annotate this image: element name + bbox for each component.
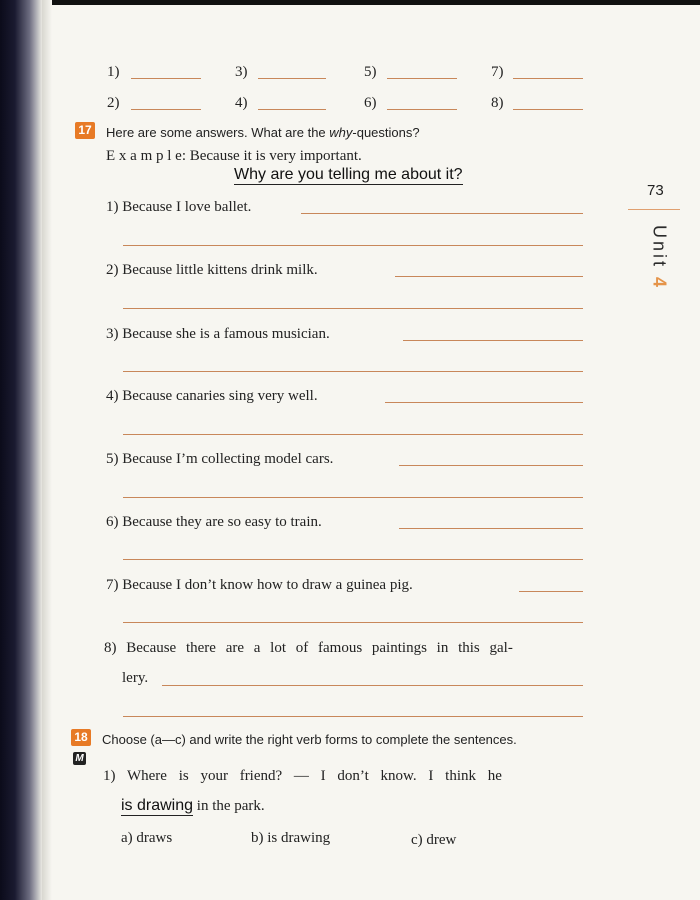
q-item-2: 2) Because little kittens drink milk. <box>106 262 318 278</box>
answer-line[interactable] <box>395 276 583 277</box>
blank-label-4: 4) <box>235 95 248 111</box>
example-label: E x a m p l e: <box>106 148 186 164</box>
m-icon: M <box>73 752 86 765</box>
answer-line[interactable] <box>123 308 583 309</box>
q-item-8: 8) Because there are a lot of famous paintings in this gal- <box>104 640 513 656</box>
top-edge <box>0 0 700 5</box>
q-item-3: 3) Because she is a famous musician. <box>106 326 330 342</box>
blank-label-5: 5) <box>364 64 377 80</box>
blank-label-8: 8) <box>491 95 504 111</box>
example-line <box>106 148 362 165</box>
page-edge-shadow <box>42 0 52 900</box>
exercise-17-badge: 17 <box>75 122 95 139</box>
instruction-italic: why <box>329 125 353 140</box>
unit-word: Unit <box>649 224 670 269</box>
exercise-18-instruction: Choose (a—c) and write the right verb forms to complete the sentences. <box>102 732 517 747</box>
exercise-18-badge: 18 <box>71 729 91 746</box>
book-spine-shadow <box>0 0 42 900</box>
q18-answer: is drawing <box>121 797 194 814</box>
option-c: c) drew <box>411 832 457 848</box>
answer-line[interactable] <box>123 434 583 435</box>
answer-line[interactable] <box>123 371 583 372</box>
exercise-17-instruction <box>106 125 420 140</box>
unit-number: 4 <box>649 277 670 291</box>
answer-line[interactable] <box>123 245 583 246</box>
q18-item-1-continued <box>121 797 265 815</box>
instruction-part: -questions? <box>352 125 420 140</box>
unit-divider <box>628 209 680 210</box>
page-number: 73 <box>647 182 664 199</box>
blank-label-3: 3) <box>235 64 248 80</box>
answer-line[interactable] <box>301 213 583 214</box>
answer-line[interactable] <box>385 402 583 403</box>
answer-line[interactable] <box>123 716 583 717</box>
q-item-8-continued: lery. <box>122 670 149 686</box>
q18-item-1: 1) Where is your friend? — I don’t know. I think he <box>103 768 502 784</box>
q-item-6: 6) Because they are so easy to train. <box>106 514 322 530</box>
answer-line[interactable] <box>399 465 583 466</box>
blank-label-2: 2) <box>107 95 120 111</box>
q-item-5: 5) Because I’m collecting model cars. <box>106 451 334 467</box>
example-text: Because it is very important. <box>189 148 362 164</box>
q-item-1: 1) Because I love ballet. <box>106 199 252 215</box>
answer-line[interactable] <box>123 622 583 623</box>
blank-label-7: 7) <box>491 64 504 80</box>
unit-label <box>649 223 670 293</box>
answer-line[interactable] <box>519 591 583 592</box>
example-answer <box>234 166 463 184</box>
blank-line-8[interactable] <box>513 109 583 110</box>
blank-line-5[interactable] <box>387 78 457 79</box>
blank-label-6: 6) <box>364 95 377 111</box>
blank-line-4[interactable] <box>258 109 326 110</box>
answer-line[interactable] <box>162 685 583 686</box>
option-b: b) is drawing <box>251 830 331 846</box>
example-answer-text: Why are you telling me about it? <box>234 166 463 183</box>
blank-label-1: 1) <box>107 64 120 80</box>
answer-line[interactable] <box>399 528 583 529</box>
q18-rest: in the park. <box>193 798 265 814</box>
blank-line-1[interactable] <box>131 78 201 79</box>
answer-line[interactable] <box>403 340 583 341</box>
option-a: a) draws <box>121 830 173 846</box>
blank-line-6[interactable] <box>387 109 457 110</box>
q-item-7: 7) Because I don’t know how to draw a guinea pig. <box>106 577 413 593</box>
blank-line-7[interactable] <box>513 78 583 79</box>
q-item-4: 4) Because canaries sing very well. <box>106 388 318 404</box>
answer-line[interactable] <box>123 559 583 560</box>
instruction-part: Here are some answers. What are the <box>106 125 330 140</box>
answer-line[interactable] <box>123 497 583 498</box>
blank-line-3[interactable] <box>258 78 326 79</box>
blank-line-2[interactable] <box>131 109 201 110</box>
